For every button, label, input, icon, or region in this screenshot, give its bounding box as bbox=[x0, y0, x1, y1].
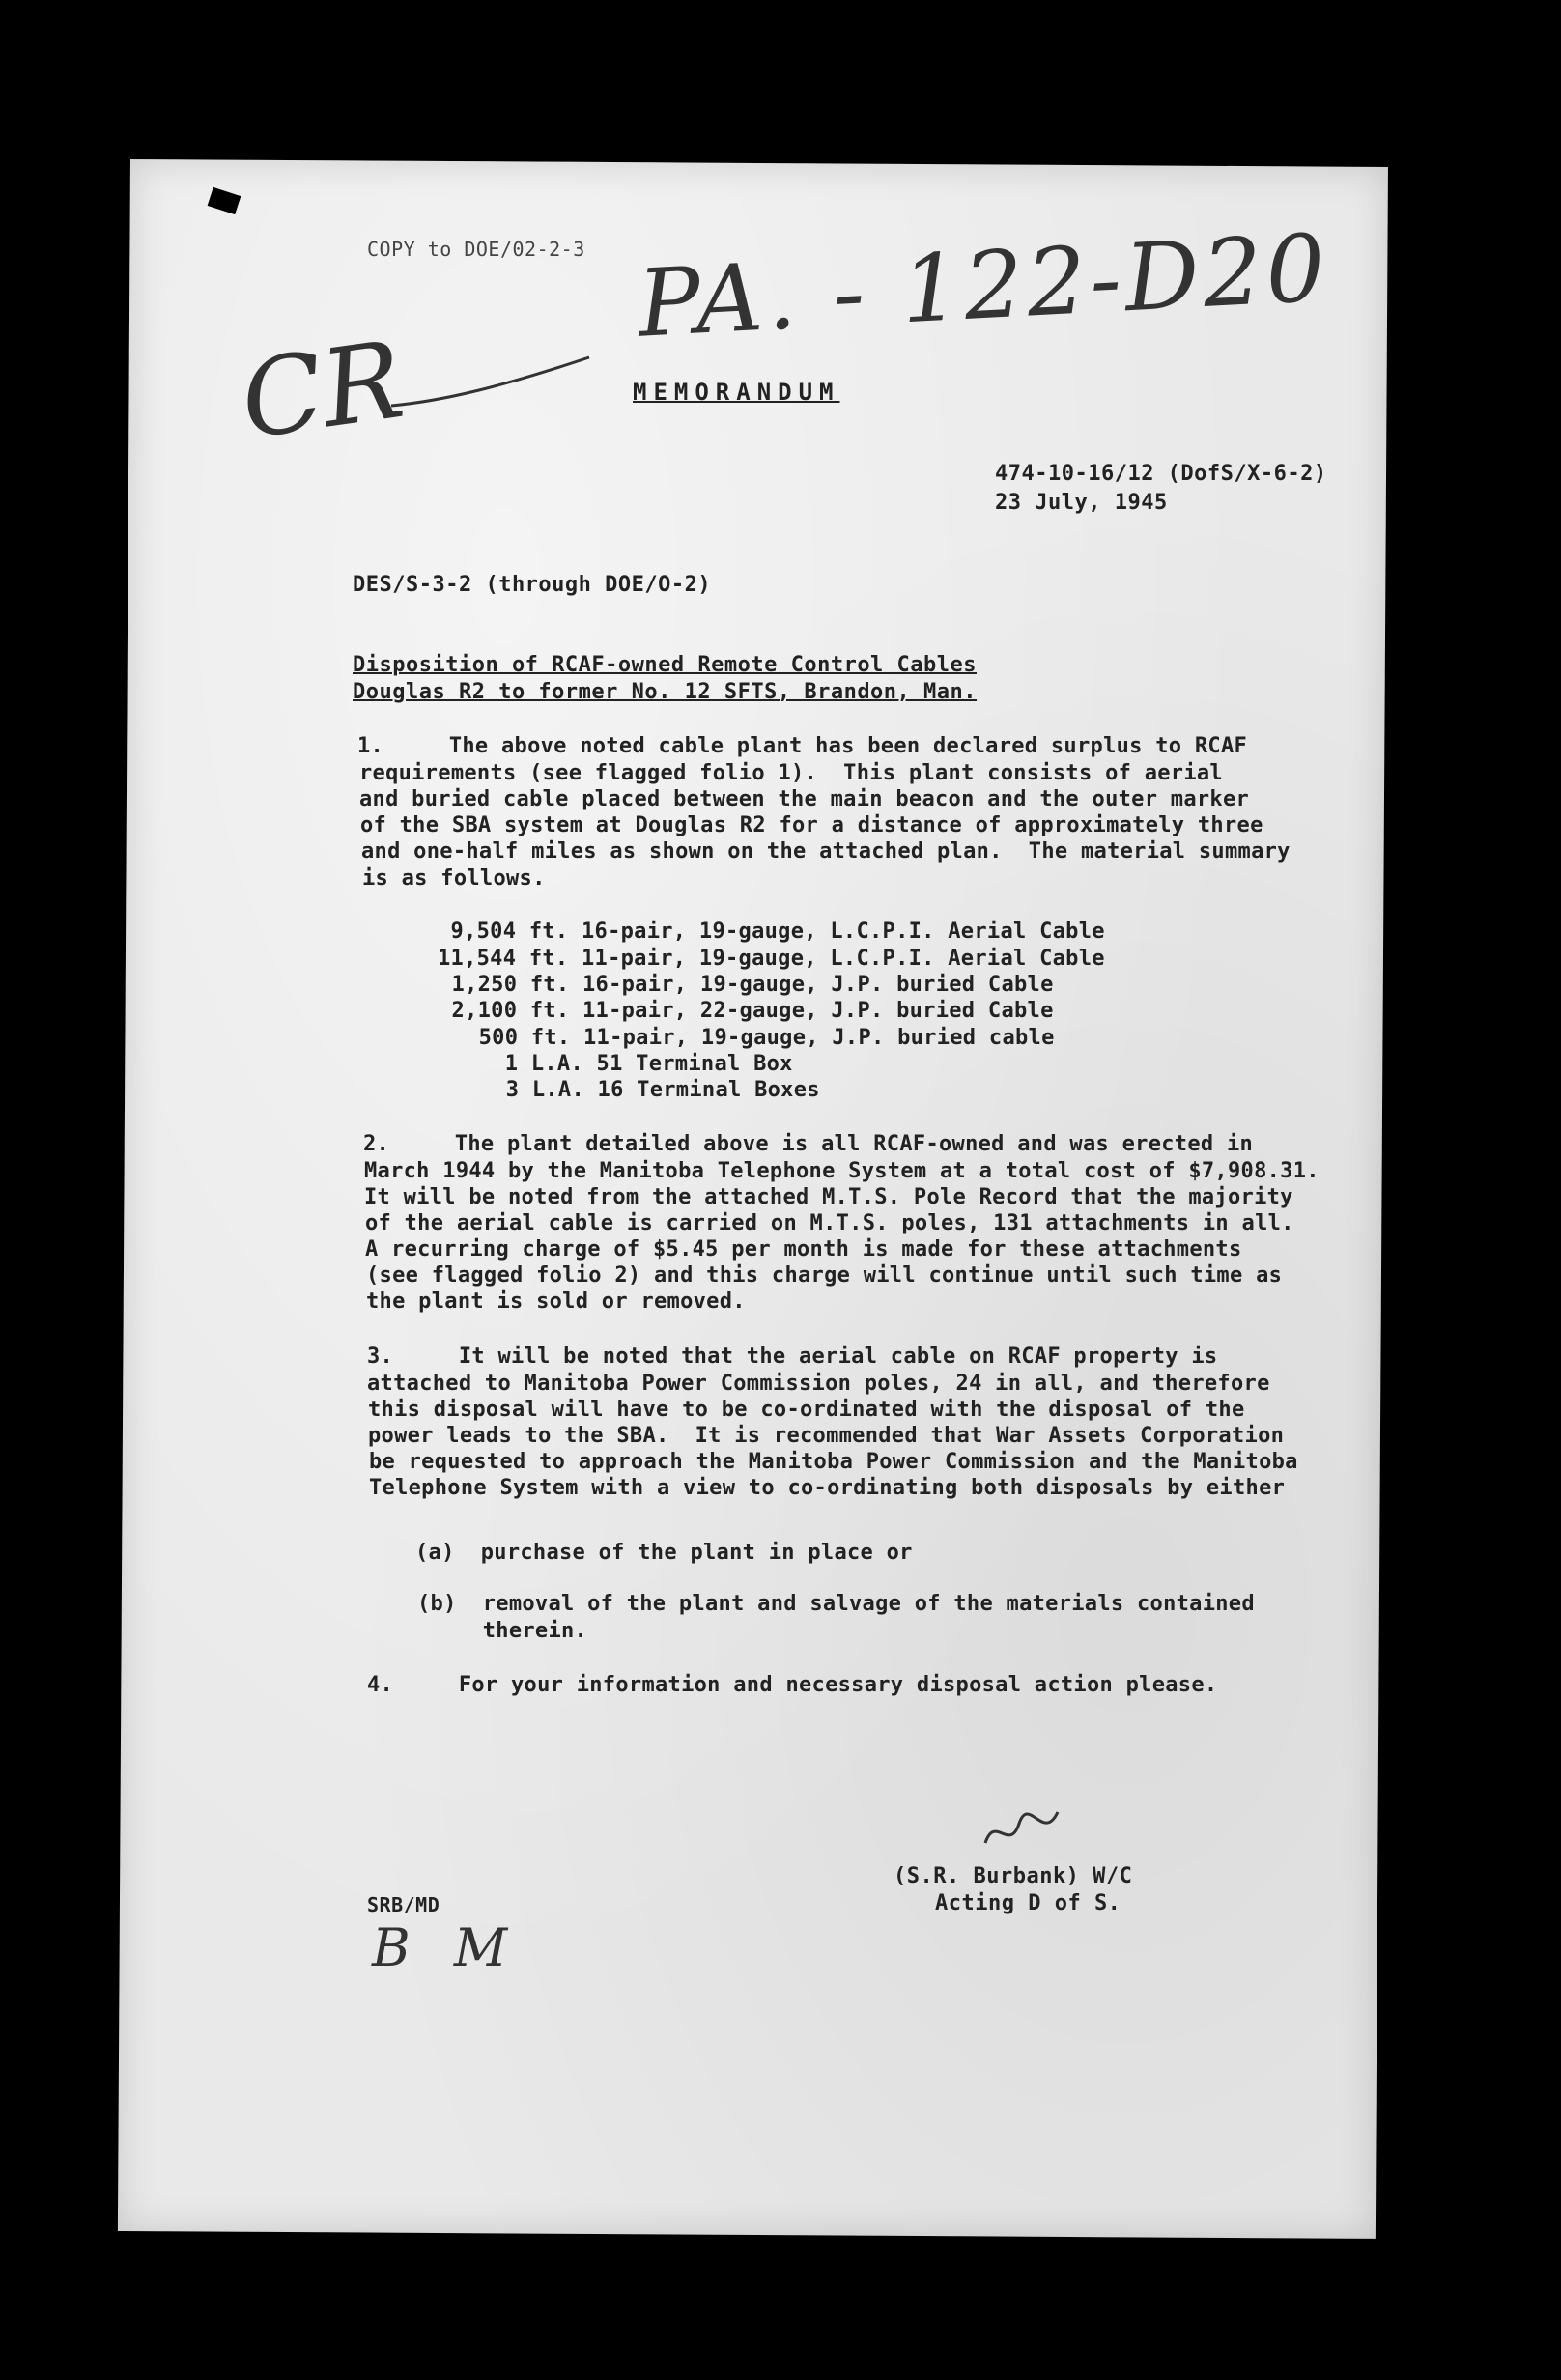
handwritten-file-number: PA. - 122-D20 bbox=[635, 213, 1332, 358]
file-reference: 474-10-16/12 (DofS/X-6-2) bbox=[995, 462, 1327, 486]
signature-title: Acting D of S. bbox=[935, 1891, 1121, 1915]
handwritten-initials: B M bbox=[372, 1917, 522, 1978]
handwritten-cr: CR bbox=[233, 318, 412, 463]
subject-line-1: Disposition of RCAF-owned Remote Control Cables bbox=[353, 653, 978, 677]
signature-scribble bbox=[976, 1804, 1072, 1862]
signature-name: (S.R. Burbank) W/C bbox=[894, 1864, 1133, 1888]
addressee: DES/S-3-2 (through DOE/O-2) bbox=[353, 573, 712, 597]
paragraph-line: of the aerial cable is carried on M.T.S. poles, 131 attachments in all. bbox=[365, 1211, 1294, 1235]
paragraph-line: attached to Manitoba Power Commission poles, 24 in all, and therefore bbox=[367, 1372, 1270, 1396]
list-item: 2,100 ft. 11-pair, 22-gauge, J.P. buried Cable bbox=[439, 999, 1054, 1023]
list-item: 1 L.A. 51 Terminal Box bbox=[440, 1052, 793, 1076]
paragraph-line: of the SBA system at Douglas R2 for a distance of approximately three bbox=[360, 813, 1263, 837]
paragraph-line: be requested to approach the Manitoba Power Commission and the Manitoba bbox=[369, 1450, 1298, 1474]
paragraph-line: (see flagged folio 2) and this charge will continue until such time as bbox=[366, 1263, 1283, 1288]
paragraph-line: and buried cable placed between the main beacon and the outer marker bbox=[359, 787, 1250, 811]
paragraph-4: 4. For your information and necessary disposal action please. bbox=[367, 1673, 1218, 1697]
list-item: 3 L.A. 16 Terminal Boxes bbox=[440, 1078, 820, 1102]
paragraph-line: power leads to the SBA. It is recommended that War Assets Corporation bbox=[368, 1424, 1285, 1448]
subject-line-2: Douglas R2 to former No. 12 SFTS, Brandon, Man. bbox=[353, 680, 978, 704]
option-a: (a) purchase of the plant in place or bbox=[415, 1541, 913, 1565]
memo-date: 23 July, 1945 bbox=[995, 491, 1168, 515]
paragraph-line: A recurring charge of $5.45 per month is made for these attachments bbox=[365, 1237, 1242, 1261]
list-item: 500 ft. 11-pair, 19-gauge, J.P. buried cable bbox=[440, 1026, 1055, 1050]
paragraph-line: Telephone System with a view to co-ordinating both disposals by either bbox=[369, 1476, 1286, 1500]
reference-initials: SRB/MD bbox=[367, 1893, 440, 1916]
paragraph-line: 1. The above noted cable plant has been declared surplus to RCAF bbox=[357, 734, 1248, 758]
paragraph-line: this disposal will have to be co-ordinated with the disposal of the bbox=[368, 1398, 1245, 1422]
paragraph-line: 3. It will be noted that the aerial cable on RCAF property is bbox=[367, 1345, 1218, 1369]
memo-title: MEMORANDUM bbox=[633, 379, 840, 406]
option-b-line-1: (b) removal of the plant and salvage of the materials contained bbox=[417, 1592, 1255, 1616]
copy-line: COPY to DOE/02-2-3 bbox=[367, 238, 585, 261]
list-item: 9,504 ft. 16-pair, 19-gauge, L.C.P.I. Aerial Cable bbox=[438, 920, 1105, 944]
handwritten-line bbox=[386, 348, 599, 435]
paragraph-line: 2. The plant detailed above is all RCAF-owned and was erected in bbox=[363, 1132, 1254, 1156]
paragraph-line: It will be noted from the attached M.T.S. Pole Record that the majority bbox=[364, 1185, 1293, 1209]
list-item: 1,250 ft. 16-pair, 19-gauge, J.P. buried Cable bbox=[439, 973, 1054, 997]
paragraph-line: requirements (see flagged folio 1). This plant consists of aerial bbox=[359, 761, 1223, 785]
list-item: 11,544 ft. 11-pair, 19-gauge, L.C.P.I. Aerial Cable bbox=[438, 947, 1105, 971]
paragraph-line: March 1944 by the Manitoba Telephone System at a total cost of $7,908.31. bbox=[364, 1159, 1320, 1183]
paragraph-line: the plant is sold or removed. bbox=[366, 1289, 746, 1314]
paragraph-line: is as follows. bbox=[362, 866, 546, 891]
paragraph-line: and one-half miles as shown on the attached plan. The material summary bbox=[361, 839, 1291, 864]
option-b-line-2: therein. bbox=[417, 1619, 588, 1643]
